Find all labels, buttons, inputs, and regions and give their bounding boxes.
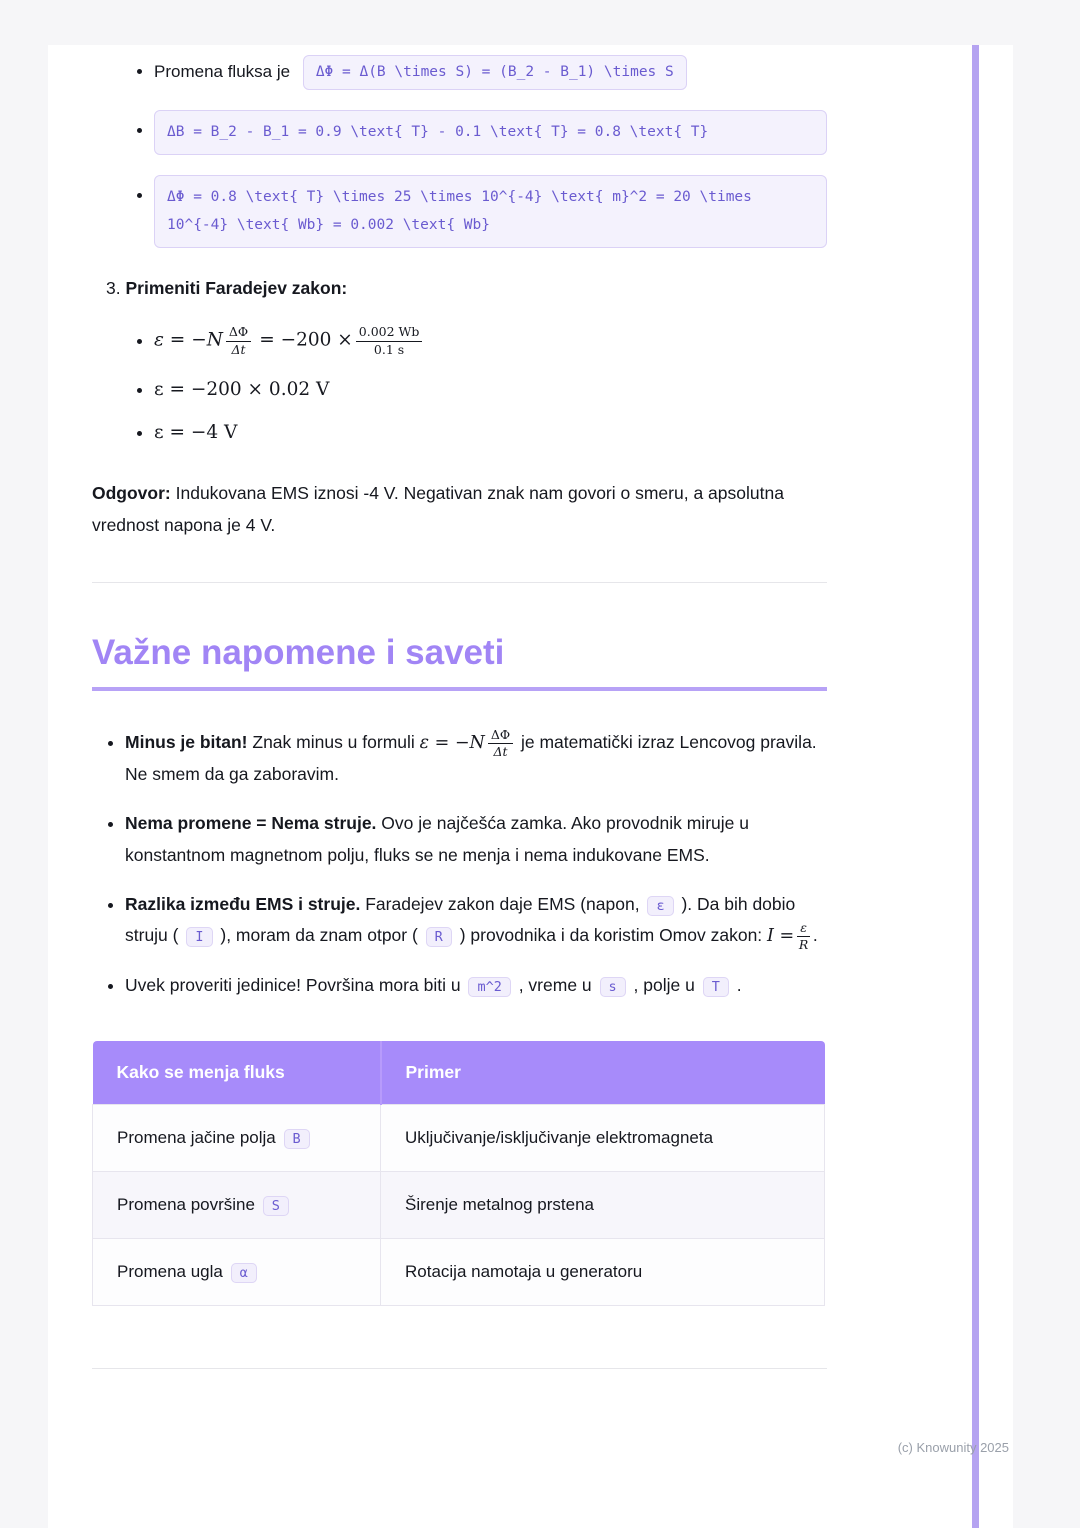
inline-code-b-field: B [284,1129,310,1149]
flux-calculation-list [92,55,827,248]
table-cell-label [93,1239,381,1306]
note-text: ) provodnika i da koristim Omov zakon: [459,924,763,945]
note-text: , vreme u [518,975,592,996]
inline-code-epsilon: ε [647,896,673,916]
math-expression: ε = −200 × 0.02 V [154,379,330,401]
step-number: 3. [106,278,121,299]
fraction-denominator: Δt [231,341,246,357]
fraction-numerator: ΔΦ [488,728,513,744]
equation-line [154,379,827,400]
table-header-example: Primer [381,1041,825,1105]
note-item-no-change [125,808,827,870]
section-heading: Važne napomene i saveti [92,633,827,691]
code-snippet-flux-formula: ΔΦ = Δ(B \times S) = (B_2 - B_1) \times S [303,55,687,90]
decorative-brand-rule [972,45,979,1528]
inline-code-resistance: R [426,927,452,947]
table-cell-label [93,1105,381,1172]
fraction-denominator: R [798,936,809,952]
document-content [48,45,827,1369]
math-expression: ε = −4 V [154,422,238,444]
fraction-numerator: ε [797,921,810,937]
section-divider [92,582,827,583]
step-3-heading [106,278,827,299]
table-cell-example: Uključivanje/isključivanje elektromagneta [381,1105,825,1172]
note-text: Faradejev zakon daje EMS (napon, [365,893,640,914]
notes-list [92,727,827,1002]
note-text: Znak minus u formuli [252,731,415,752]
cell-text: Promena ugla [117,1262,223,1282]
equation-line [154,325,827,357]
note-text: . [812,924,818,945]
note-text: Uvek proveriti jedinice! Površina mora biti u [125,975,461,996]
answer-text: Indukovana EMS iznosi -4 V. Negativan znak nam govori o smeru, a apsolutna vrednost napona je 4 V. [92,483,784,536]
table-row [93,1105,825,1172]
note-bold-lead: Minus je bitan! [125,731,248,752]
fraction-denominator: Δt [493,743,508,759]
flux-change-table [92,1041,825,1306]
inline-code-angle: α [231,1263,257,1283]
table-row [93,1172,825,1239]
list-item [154,55,827,90]
inline-code-current: I [186,927,212,947]
equation-line [154,422,827,443]
cell-text: Promena jačine polja [117,1128,276,1148]
flux-change-label: Promena fluksa je [154,61,291,81]
code-snippet-delta-phi: • ΔΦ = 0.8 \text{ T} \times 25 \times 10^{-4} \text{ m}^2 = 20 \times 10^{-4} \text{ Wb} = 0.002 \text{ Wb} [154,175,827,248]
inline-code-time-unit: s [600,977,626,997]
table-row [93,1239,825,1306]
fraction-eps-r [797,921,810,953]
note-item-ems-vs-current [125,889,827,953]
fraction-denominator: 0.1 s [373,341,405,357]
table-body [93,1105,825,1306]
document-page [48,45,1013,1528]
copyright-footer: (c) Knowunity 2025 [897,1440,1009,1455]
table-header-flux-change: Kako se menja fluks [93,1041,381,1105]
note-text: je matematički izraz Lencovog pravila. Ne smem da ga zaboravim. [125,731,817,785]
list-item [154,175,827,248]
table-cell-example: Rotacija namotaja u generatoru [381,1239,825,1306]
inline-code-area-unit: m^2 [468,977,510,997]
note-bold-lead: Razlika između EMS i struje. [125,893,361,914]
inline-code-field-unit: T [703,977,729,997]
table-header-row [93,1041,825,1105]
math-expression: ε = −N [419,732,485,753]
fraction-numerator: 0.002 Wb [356,325,423,341]
math-expression: = −200 × [259,329,353,351]
inline-code-area: S [263,1196,289,1216]
table-cell-label [93,1172,381,1239]
fraction-flux-time [356,325,423,357]
table-header [93,1041,825,1105]
math-expression: ε = −N [154,329,223,351]
answer-paragraph [92,477,827,542]
note-text: ). Da bih dobio struju ( [125,893,796,945]
note-text: , polje u [633,975,695,996]
list-item [154,110,827,156]
step-title: Primeniti Faradejev zakon: [125,278,348,299]
note-bold-lead: Nema promene = Nema struje. [125,813,377,834]
fraction-dphi-dt [226,325,251,357]
note-item-minus [125,727,827,791]
answer-label: Odgovor: [92,483,171,504]
note-text: . [736,975,742,996]
math-expression: I = [767,925,795,946]
bottom-divider [92,1368,827,1369]
note-text: Ovo je najčešća zamka. Ako provodnik miruje u konstantnom magnetnom polju, fluks se ne menja i nema indukovane EMS. [125,813,749,865]
cell-text: Promena površine [117,1195,255,1215]
note-item-units [125,970,827,1001]
faraday-law-steps [92,325,827,443]
fraction-numerator: ΔΦ [226,325,251,341]
table-cell-example: Širenje metalnog prstena [381,1172,825,1239]
note-text: ), moram da znam otpor ( [220,924,418,945]
fraction-dphi-dt [488,728,513,760]
code-snippet-delta-b: • ΔB = B_2 - B_1 = 0.9 \text{ T} - 0.1 \text{ T} = 0.8 \text{ T} [154,110,827,156]
